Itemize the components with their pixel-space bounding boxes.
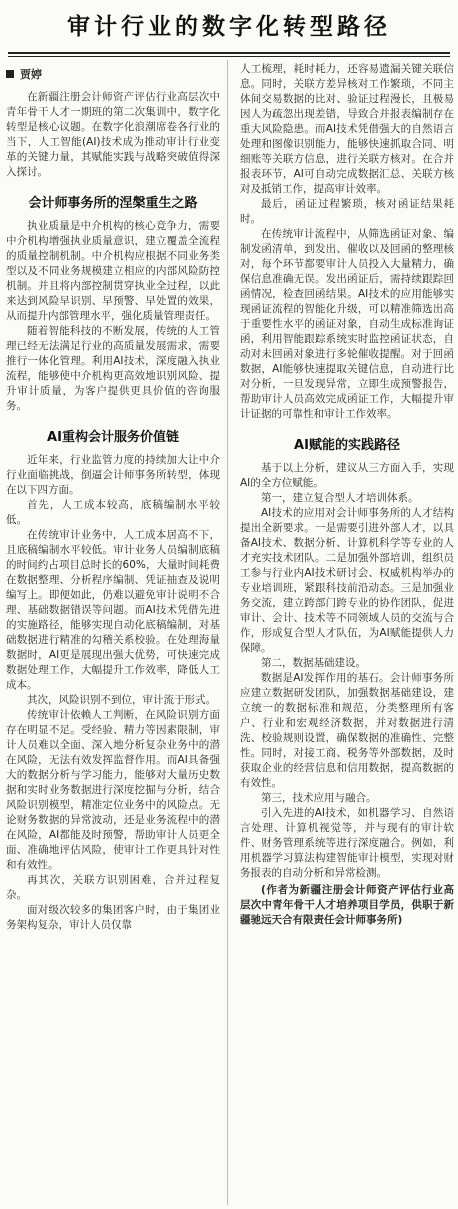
author-byline xyxy=(6,66,220,82)
body-paragraph: 人工梳理，耗时耗力，还容易遗漏关键关联信息。同时，关联方差异核对工作繁琐，不同主体间交易数据的比对、验证过程漫长，且极易因人为疏忽出现差错，导致合并报表编制存在重大风险隐患。而AI技术凭借强大的自然语言处理和图像识别能力，能够快速抓取合同、明细账等关联方信息，进行关联方核对。在合并报表环节，AI可自动完成数据汇总、关联方核对及抵销工作，提高审计效率。 xyxy=(240,63,454,195)
section-heading: AI重构会计服务价值链 xyxy=(47,430,179,445)
body-paragraph: 其次，风险识别不到位，审计流于形式。 xyxy=(27,694,216,706)
author-credit: (作者为新疆注册会计师资产评估行业高层次中青年骨干人才培养项目学员，供职于新疆驰远天合有限责任会计师事务所) xyxy=(240,884,454,926)
body-paragraph: 面对级次较多的集团客户时，由于集团业务架构复杂，审计人员仅靠 xyxy=(6,904,220,931)
body-paragraph: 第三，技术应用与融合。 xyxy=(261,792,377,804)
body-paragraph: 数据是AI发挥作用的基石。会计师事务所应建立数据研发团队，加强数据基础建设，建立统一的数据标准和规范，分类整理所有客户、行业和宏观经济数据，并对数据进行清洗、校验规则设置，确保数据的准确性、完整性。同时，对接工商、税务等外部数据，及时获取企业的经营信息和信用数据，提高数据的有效性。 xyxy=(240,672,454,789)
body-paragraph: 最后，函证过程繁琐，核对函证结果耗时。 xyxy=(240,198,454,225)
body-paragraph: 在传统审计业务中，人工成本居高不下，且底稿编制水平较低。审计业务人员编制底稿的时间约占项目总时长的60%，大量时间耗费在数据整理、分析程序编制、凭证抽查及说明编写上。即便如此，仍难以避免审计说明不合理、基础数据错误等问题。而AI技术凭借先进的实施路径，能够实现自动化底稿编制，对基础数据进行精准的勾稽关系校验。在处理海量数据时，AI更是展现出强大优势，可快速完成数据处理工作，大幅提升工作效率，降低人工成本。 xyxy=(6,529,220,691)
section-heading: AI赋能的实践路径 xyxy=(294,438,400,453)
title-divider xyxy=(8,52,450,57)
body-paragraph: 第一，建立复合型人才培训体系。 xyxy=(261,492,419,504)
body-paragraph: AI技术的应用对会计师事务所的人才结构提出全新要求。一是需要引进外部人才，以具备AI技术、数据分析、计算机科学等专业的人才充实技术团队。二是加强外部培训，组织员工参与行业内AI技术研讨会、权威机构举办的专业培训班，紧跟科技前沿动态。三是加强业务交流，建立跨部门跨专业的协作团队，促进审计、会计、技术等不同领域人员的交流与合作，形成复合型人才队伍，为AI赋能提供人力保障。 xyxy=(240,507,454,654)
body-paragraph: 首先，人工成本较高，底稿编制水平较低。 xyxy=(6,499,220,526)
author-name: 贾婷 xyxy=(20,68,42,81)
page-title: 审计行业的数字化转型路径 xyxy=(67,13,391,40)
body-paragraph: 再其次，关联方识别困难，合并过程复杂。 xyxy=(6,874,220,901)
body-paragraph: 近年来，行业监管力度的持续加大让中介行业面临挑战，倒逼会计师事务所转型，体现在以下四方面。 xyxy=(6,454,220,496)
body-paragraph: 引入先进的AI技术，如机器学习、自然语言处理、计算机视觉等，并与现有的审计软件、财务管理系统等进行深度融合。例如，利用机器学习算法构建智能审计模型，实现对财务报表的自动分析和异常检测。 xyxy=(240,807,454,879)
intro-paragraph: 在新疆注册会计师资产评估行业高层次中青年骨干人才一期班的第二次集训中，数字化转型是核心议题。在数字化浪潮席卷各行业的当下，人工智能(AI)技术成为推动审计行业变革的关键力量，其赋能实践与战略突破值得深入探讨。 xyxy=(6,91,220,178)
left-column xyxy=(6,62,220,933)
section-heading: 会计师事务所的涅槃重生之路 xyxy=(28,196,198,211)
body-paragraph: 在传统审计流程中，从筛选函证对象、编制发函清单，到发出、催收以及回函的整理核对，每个环节都要审计人员投入大量精力，确保信息准确无误。发出函证后，需持续跟踪回函情况，检查回函结果。AI技术的应用能够实现函证流程的智能化升级，可以精准筛选出高于重要性水平的函证对象，自动生成标准询证函，利用智能跟踪系统实时监控函证状态，自动对未回函对象进行多轮催收提醒。对于回函数据，AI能够快速提取关键信息，自动进行比对分析，一旦发现异常，立即生成预警报告，帮助审计人员高效完成函证工作，大幅提升审计证据的可靠性和审计工作效率。 xyxy=(240,228,454,420)
body-paragraph: 基于以上分析，建议从三方面入手，实现AI的全方位赋能。 xyxy=(240,462,454,489)
square-bullet-icon xyxy=(6,70,14,78)
body-paragraph: 第二，数据基础建设。 xyxy=(261,657,366,669)
body-paragraph: 随着智能科技的不断发展，传统的人工管理已经无法满足行业的高质量发展需求，需要推行一体化管理。利用AI技术，深度融入执业流程，能够使中介机构更高效地识别风险、提升审计质量，为客户提供更具价值的咨询服务。 xyxy=(6,325,220,412)
body-paragraph: 传统审计依赖人工判断，在风险识别方面存在明显不足。受经验、精力等因素限制，审计人员难以全面、深入地分析复杂业务中的潜在风险，无法有效发挥监督作用。而AI具备强大的数据分析与学习能力，能够对大量历史数据和实时业务数据进行深度挖掘与分析，结合风险识别模型，精准定位业务中的风险点。无论财务数据的异常波动，还是业务流程中的潜在风险，AI都能及时预警，帮助审计人员更全面、准确地评估风险，使审计工作更具针对性和有效性。 xyxy=(6,709,220,871)
body-paragraph: 执业质量是中介机构的核心竞争力，需要中介机构增强执业质量意识，建立覆盖全流程的质量控制机制。中介机构应根据不同业务类型以及不同业务规模建立相应的内部风险防控机制。并且将内部控制贯穿执业全过程，以此来达到风险早识别、早预警、早处置的效果，从而提升内部管理水平，强化质量管理责任。 xyxy=(6,220,220,322)
column-divider xyxy=(227,60,228,1205)
right-column xyxy=(240,62,454,928)
